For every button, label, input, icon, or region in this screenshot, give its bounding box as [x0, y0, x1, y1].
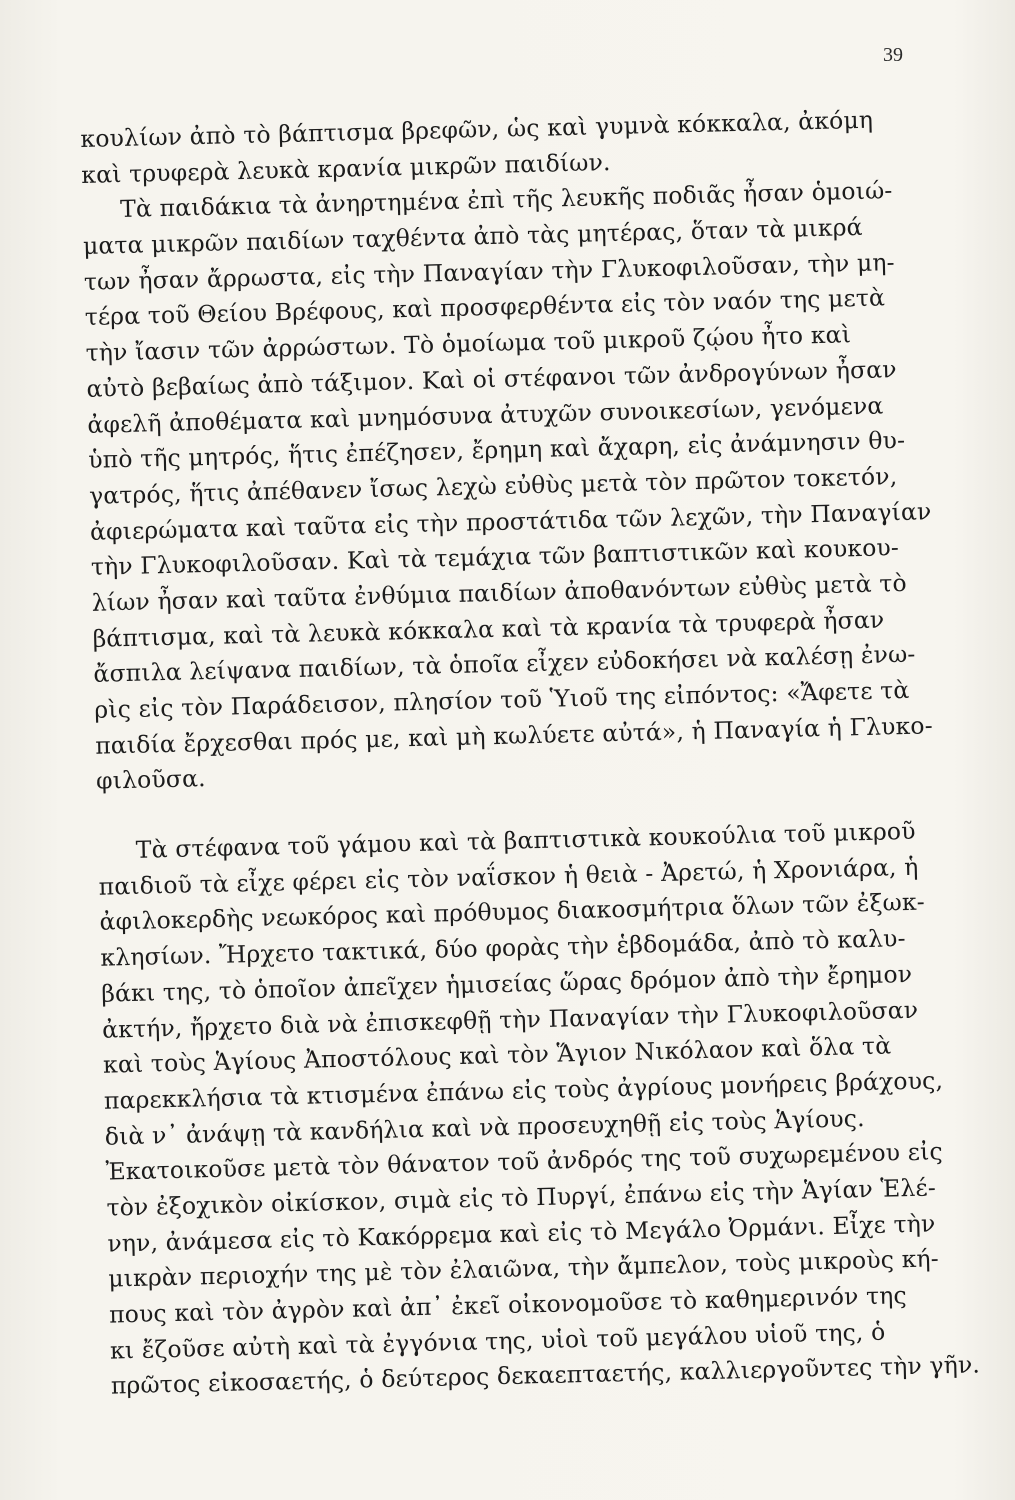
text-line: τὸν ἐξοχικὸν οἰκίσκον, σιμὰ εἰς τὸ Πυργί, ἐπάνω εἰς τὴν Ἁγίαν Ἑλέ- [106, 1173, 937, 1222]
text-line: πρῶτος εἰκοσαετής, ὁ δεύτερος δεκαεπταετής, καλλιεργοῦντες τὴν γῆν. [110, 1350, 981, 1400]
text-line: τέρα τοῦ Θείου Βρέφους, καὶ προσφερθέντα εἰς τὸν ναόν της μετὰ [84, 283, 886, 332]
text-line: των ἦσαν ἄρρωστα, εἰς τὴν Παναγίαν τὴν Γλυκοφιλοῦσαν, τὴν μη- [83, 247, 896, 296]
text-line: ἀφιλοκερδὴς νεωκόρος καὶ πρόθυμος διακοσμήτρια ὅλων τῶν ἐξωκ- [99, 888, 926, 937]
text-line: βάπτισμα, καὶ τὰ λευκὰ κόκκαλα καὶ τὰ κρανία τὰ τρυφερὰ ἦσαν [92, 605, 885, 653]
text-line: ἄσπιλα λείψανα παιδίων, τὰ ὁποῖα εἶχεν εὐδοκήσει νὰ καλέσῃ ἐνω- [93, 640, 916, 689]
paragraph-first-line: Τὰ στέφανα τοῦ γάμου καὶ τὰ βαπτιστικὰ κουκούλια τοῦ μικροῦ [135, 816, 916, 864]
paragraph-first-line: Τὰ παιδάκια τὰ ἀνηρτημένα ἐπὶ τῆς λευκῆς ποδιᾶς ἦσαν ὁμοιώ- [119, 176, 893, 224]
text-line: τὴν ἴασιν τῶν ἀρρώστων. Τὸ ὁμοίωμα τοῦ μικροῦ ζῴου ἦτο καὶ [85, 320, 852, 368]
text-line: παιδία ἔρχεσθαι πρός με, καὶ μὴ κωλύετε αὐτά», ἡ Παναγία ἡ Γλυκο- [94, 711, 934, 760]
text-line: αὐτὸ βεβαίως ἀπὸ τάξιμον. Καὶ οἱ στέφανοι τῶν ἀνδρογύνων ἦσαν [86, 354, 897, 403]
text-line: καὶ τρυφερὰ λευκὰ κρανία μικρῶν παιδίων. [80, 147, 611, 189]
text-line: διὰ ν᾽ ἀνάψῃ τὰ κανδήλια καὶ νὰ προσευχηθῇ εἰς τοὺς Ἁγίους. [104, 1103, 865, 1151]
text-line: πους καὶ τὸν ἀγρὸν καὶ ἀπ᾽ ἐκεῖ οἰκονομοῦσε τὸ καθημερινόν της [108, 1281, 908, 1329]
text-line: ἀκτήν, ἤρχετο διὰ νὰ ἐπισκεφθῇ τὴν Παναγίαν τὴν Γλυκοφιλοῦσαν [101, 995, 919, 1044]
text-line: βάκι της, τὸ ὁποῖον ἀπεῖχεν ἡμισείας ὥρας δρόμον ἀπὸ τὴν ἔρημον [100, 959, 913, 1008]
text-line: παρεκκλήσια τὰ κτισμένα ἐπάνω εἰς τοὺς ἀγρίους μονήρεις βράχους, [103, 1066, 944, 1115]
text-line: φιλοῦσα. [95, 764, 206, 796]
text-line: κλησίων. Ἤρχετο τακτικά, δύο φορὰς τὴν ἑβδομάδα, ἀπὸ τὸ καλυ- [100, 924, 906, 972]
text-line: λίων ἦσαν καὶ ταῦτα ἐνθύμια παιδίων ἀποθανόντων εὐθὺς μετὰ τὸ [91, 568, 908, 617]
text-line: ὑπὸ τῆς μητρός, ἥτις ἐπέζησεν, ἔρημη καὶ ἄχαρη, εἰς ἀνάμνησιν θυ- [87, 426, 906, 475]
text-line: γατρός, ἥτις ἀπέθανεν ἴσως λεχὼ εὐθὺς μετὰ τὸν πρῶτον τοκετόν, [88, 462, 898, 510]
body-text [80, 101, 981, 1405]
text-line: παιδιοῦ τὰ εἶχε φέρει εἰς τὸν ναΐσκον ἡ θειὰ - Ἀρετώ, ἡ Χρονιάρα, ἡ [98, 852, 919, 901]
text-line: κι ἔζοῦσε αὐτὴ καὶ τὰ ἐγγόνια της, υἱοὶ τοῦ μεγάλου υἱοῦ της, ὁ [109, 1317, 886, 1365]
text-line: νην, ἀνάμεσα εἰς τὸ Κακόρρεμα καὶ εἰς τὸ Μεγάλο Ὀρμάνι. Εἶχε τὴν [107, 1209, 936, 1258]
text-line: ἀφελῆ ἀποθέματα καὶ μνημόσυνα ἀτυχῶν συνοικεσίων, γενόμενα [87, 390, 884, 439]
text-line: Ἐκατοικοῦσε μετὰ τὸν θάνατον τοῦ ἀνδρός της τοῦ συχωρεμένου εἰς [105, 1137, 944, 1186]
text-line: καὶ τοὺς Ἁγίους Ἀποστόλους καὶ τὸν Ἅγιον Νικόλαον καὶ ὅλα τὰ [102, 1031, 892, 1079]
text-line: τὴν Γλυκοφιλοῦσαν. Καὶ τὰ τεμάχια τῶν βαπτιστικῶν καὶ κουκου- [90, 533, 900, 582]
text-line: ρὶς εἰς τὸν Παράδεισον, πλησίον τοῦ Ὑιοῦ της εἰπόντος: «Ἄφετε τὰ [94, 675, 910, 724]
text-line: κουλίων ἀπὸ τὸ βάπτισμα βρεφῶν, ὡς καὶ γυμνὰ κόκκαλα, ἀκόμη [80, 105, 874, 153]
page-number: 39 [883, 44, 903, 66]
text-line: ματα μικρῶν παιδίων ταχθέντα ἀπὸ τὰς μητέρας, ὅταν τὰ μικρά [82, 212, 863, 261]
text-line: μικρὰν περιοχήν της μὲ τὸν ἐλαιῶνα, τὴν ἄμπελον, τοὺς μικροὺς κή- [107, 1244, 940, 1293]
text-line: ἀφιερώματα καὶ ταῦτα εἰς τὴν προστάτιδα τῶν λεχῶν, τὴν Παναγίαν [89, 496, 932, 546]
